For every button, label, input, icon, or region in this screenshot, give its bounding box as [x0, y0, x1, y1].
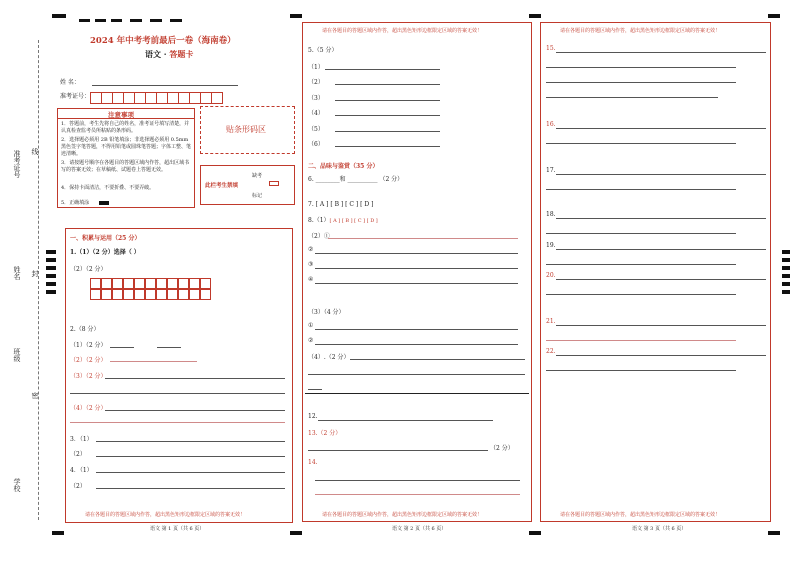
q22: 22.	[546, 348, 556, 355]
binding-school: 学校	[13, 478, 21, 492]
notice-item-4: 4．保持卡面清洁，不要折叠、不要弄破。	[61, 185, 155, 191]
q8-4: （4）.（2 分）	[308, 354, 350, 361]
q21: 21.	[546, 318, 556, 325]
notice-item-5: 5．正确填涂	[61, 200, 90, 206]
q1-1: 1.（1）（2 分）选择（ ）	[70, 249, 140, 256]
section1-title: 一、积累与运用（25 分）	[70, 235, 141, 242]
absent-label: 此栏考生禁填	[205, 183, 239, 189]
notice-title: 注意事项	[108, 111, 134, 119]
timing-mark	[46, 250, 56, 254]
timing-mark	[782, 290, 790, 294]
q4-2-line[interactable]	[96, 488, 285, 489]
q5-item-1: （1）	[308, 64, 324, 71]
q7: 7. [ A ] [ B ] [ C ] [ D ]	[308, 201, 374, 208]
subtitle-prefix: 语文 ·	[145, 49, 170, 59]
binding-exam-no: 准考证号	[13, 150, 21, 178]
q8-1	[308, 215, 378, 224]
timing-mark	[46, 290, 56, 294]
q14-line-1[interactable]	[315, 480, 520, 481]
q4-2: （2）	[70, 483, 86, 490]
q5-line-2[interactable]	[335, 84, 440, 85]
q15-line-3[interactable]	[546, 82, 736, 83]
timing-mark	[782, 258, 790, 262]
timing-mark	[768, 531, 780, 535]
q5-item-3: （3）	[308, 95, 324, 102]
absent-line-1: 缺考	[252, 173, 263, 179]
page1-warning: 请在各题目的答题区域内作答，超出黑色矩形边框限定区域的答案无效！	[85, 512, 246, 518]
page2-footer: 语文 第 2 页（共 6 页）	[392, 526, 447, 532]
q8-3-item-1: ①	[308, 322, 314, 329]
timing-mark	[529, 14, 541, 18]
q16-line-1[interactable]	[556, 128, 766, 129]
binding-feng: 封	[31, 270, 39, 277]
q17-line-2[interactable]	[546, 189, 736, 190]
q3-1: 3．（1）	[70, 436, 93, 443]
q22-line-1[interactable]	[556, 355, 766, 356]
q8-1-prefix: 8.（1）	[308, 217, 330, 224]
q8-2-line-4[interactable]	[315, 283, 518, 284]
timing-mark	[95, 19, 106, 22]
q2-4: （4）（2 分）	[70, 405, 107, 412]
q15: 15.	[546, 45, 556, 52]
q2-4-line-2[interactable]	[70, 422, 285, 423]
notice-item-1: 1．答题前，考生先将自己的姓名，准考证号填写清楚，并认真检查监考员所粘贴的条形码。	[61, 121, 190, 134]
q16-line-2[interactable]	[546, 143, 736, 144]
exam-no-boxes[interactable]	[90, 87, 222, 106]
page2-divider	[305, 393, 529, 394]
page3-warning-top: 请在各题目的答题区域内作答，超出黑色矩形边框限定区域的答案无效！	[560, 28, 721, 34]
q1-2: （2）（2 分）	[70, 266, 107, 273]
q5-line-4[interactable]	[335, 115, 440, 116]
writing-grid[interactable]	[90, 278, 208, 302]
q8-2-item-2: ②	[308, 246, 314, 253]
notice-divider	[57, 118, 195, 119]
q15-line-4[interactable]	[546, 97, 718, 98]
q12-line[interactable]	[318, 420, 493, 421]
page3-footer: 语文 第 3 页（共 6 页）	[632, 526, 687, 532]
timing-mark	[782, 250, 790, 254]
q13-line[interactable]	[308, 450, 488, 451]
notice-item-3: 3．请按题号顺序在各题目的答题区域内作答，超出区域书写的答案无效；在草稿纸、试题卷上答题无效。	[61, 160, 190, 173]
q2-2-line[interactable]	[110, 361, 197, 362]
timing-mark	[130, 19, 142, 22]
q5-item-4: （4）	[308, 110, 324, 117]
timing-mark	[768, 14, 780, 18]
q5-line-3[interactable]	[335, 100, 440, 101]
q19: 19.	[546, 242, 556, 249]
q2-2: （2）（2 分）	[70, 357, 107, 364]
q6: 6. ________和 __________ （2 分）	[308, 176, 404, 183]
page2-warning-top: 请在各题目的答题区域内作答，超出黑色矩形边框限定区域的答案无效！	[322, 28, 483, 34]
notice-item-2: 2．选择题必须用 2B 铅笔填涂；非选择题必须用 0.5mm 黑色签字笔答题，不得用铅笔或圆珠笔答题；字体工整、笔迹清晰。	[61, 137, 192, 157]
timing-mark	[46, 258, 56, 262]
q2-1-blank-a[interactable]	[110, 347, 134, 348]
timing-mark	[290, 14, 302, 18]
timing-mark	[529, 531, 541, 535]
name-label: 姓 名：	[60, 79, 80, 86]
q3-2: （2）	[70, 451, 86, 458]
q2-3: （3）（2 分）	[70, 373, 107, 380]
q8-2-line-2[interactable]	[315, 253, 518, 254]
timing-mark	[46, 266, 56, 270]
page-title: 2024 年中考考前最后一卷（海南卷）	[90, 36, 236, 46]
q8-3-item-2: ②	[308, 337, 314, 344]
timing-mark	[46, 274, 56, 278]
page3-warning-bottom: 请在各题目的答题区域内作答，超出黑色矩形边框限定区域的答案无效！	[560, 512, 721, 518]
page1-footer: 语文 第 1 页（共 6 页）	[150, 526, 205, 532]
q20-line-1[interactable]	[556, 279, 766, 280]
q8-4-line-2[interactable]	[308, 374, 525, 375]
q5-line-6[interactable]	[335, 146, 440, 147]
q3-2-line[interactable]	[96, 456, 285, 457]
section2-title: 二、品味与鉴赏（35 分）	[308, 163, 379, 170]
q8-3: （3）（4 分）	[308, 309, 345, 316]
binding-mi: 密	[31, 392, 39, 399]
q2-1-blank-b[interactable]	[157, 347, 181, 348]
q8-2-line-3[interactable]	[315, 268, 518, 269]
q18-line-2[interactable]	[546, 233, 736, 234]
q20: 20.	[546, 272, 556, 279]
timing-mark	[150, 19, 162, 22]
filled-bubble-example	[99, 201, 109, 205]
q19-line-2[interactable]	[546, 264, 736, 265]
absent-line-2: 标记	[252, 193, 263, 199]
q16: 16.	[546, 121, 556, 128]
timing-mark	[46, 282, 56, 286]
q18-line-1[interactable]	[556, 218, 766, 219]
timing-mark	[782, 274, 790, 278]
q14-line-2[interactable]	[315, 494, 520, 495]
subtitle-suffix: 答题卡	[169, 49, 194, 59]
timing-mark	[52, 531, 64, 535]
q2-3-line-1[interactable]	[105, 378, 285, 379]
q15-line-1[interactable]	[556, 52, 766, 53]
q5-item-2: （2）	[308, 79, 324, 86]
barcode-label: 贴条形码区	[226, 125, 266, 134]
q21-line-1[interactable]	[556, 325, 766, 326]
q13-score: （2 分）	[490, 445, 514, 452]
page-subtitle	[145, 49, 193, 60]
timing-mark	[79, 19, 90, 22]
timing-mark	[290, 531, 302, 535]
q14: 14.	[308, 459, 318, 466]
q4-1: 4．（1）	[70, 467, 93, 474]
timing-mark	[782, 266, 790, 270]
timing-mark	[782, 282, 790, 286]
q8-2-item-4: ④	[308, 276, 314, 283]
q20-line-2[interactable]	[546, 294, 736, 295]
q2-1: （1）（2 分）	[70, 342, 107, 349]
q8-1-options[interactable]: [ A ] [ B ] [ C ] [ D ]	[329, 218, 378, 224]
q5-item-6: （6）	[308, 141, 324, 148]
binding-dashed-line	[38, 40, 39, 520]
q5: 5.（5 分）	[308, 47, 338, 54]
q15-line-2[interactable]	[546, 67, 736, 68]
q21-line-2[interactable]	[546, 340, 736, 341]
q8-2-item-3: ③	[308, 261, 314, 268]
q8-2: （2）①	[308, 233, 330, 240]
q22-line-2[interactable]	[546, 370, 736, 371]
q12: 12.	[308, 413, 318, 420]
q2: 2.（8 分）	[70, 326, 100, 333]
timing-mark	[111, 19, 122, 22]
q5-line-5[interactable]	[335, 131, 440, 132]
page2-warning-bottom: 请在各题目的答题区域内作答，超出黑色矩形边框限定区域的答案无效！	[322, 512, 483, 518]
q17: 17.	[546, 167, 556, 174]
q3-1-line[interactable]	[96, 441, 285, 442]
q8-4-line-1[interactable]	[350, 359, 525, 360]
q8-3-line-1[interactable]	[315, 329, 518, 330]
q4-1-line[interactable]	[96, 472, 285, 473]
binding-name: 姓名	[13, 266, 21, 280]
name-field[interactable]	[92, 85, 238, 86]
binding-class: 班级	[13, 348, 21, 362]
exam-no-label: 准考证号：	[60, 93, 91, 100]
binding-xian: 线	[31, 148, 39, 155]
q19-line-1[interactable]	[556, 249, 766, 250]
timing-mark	[170, 19, 182, 22]
q8-3-line-2[interactable]	[315, 344, 518, 345]
q5-item-5: （5）	[308, 126, 324, 133]
q17-line-1[interactable]	[556, 174, 766, 175]
absent-checkbox[interactable]	[269, 181, 279, 186]
q8-4-line-3[interactable]	[308, 389, 322, 390]
q18: 18.	[546, 211, 556, 218]
q5-line-1[interactable]	[325, 69, 440, 70]
timing-mark	[52, 14, 66, 18]
q13: 13.（2 分）	[308, 430, 342, 437]
q2-4-line-1[interactable]	[105, 410, 285, 411]
q2-3-line-2[interactable]	[70, 393, 285, 394]
q8-2-line-1[interactable]	[328, 238, 518, 239]
